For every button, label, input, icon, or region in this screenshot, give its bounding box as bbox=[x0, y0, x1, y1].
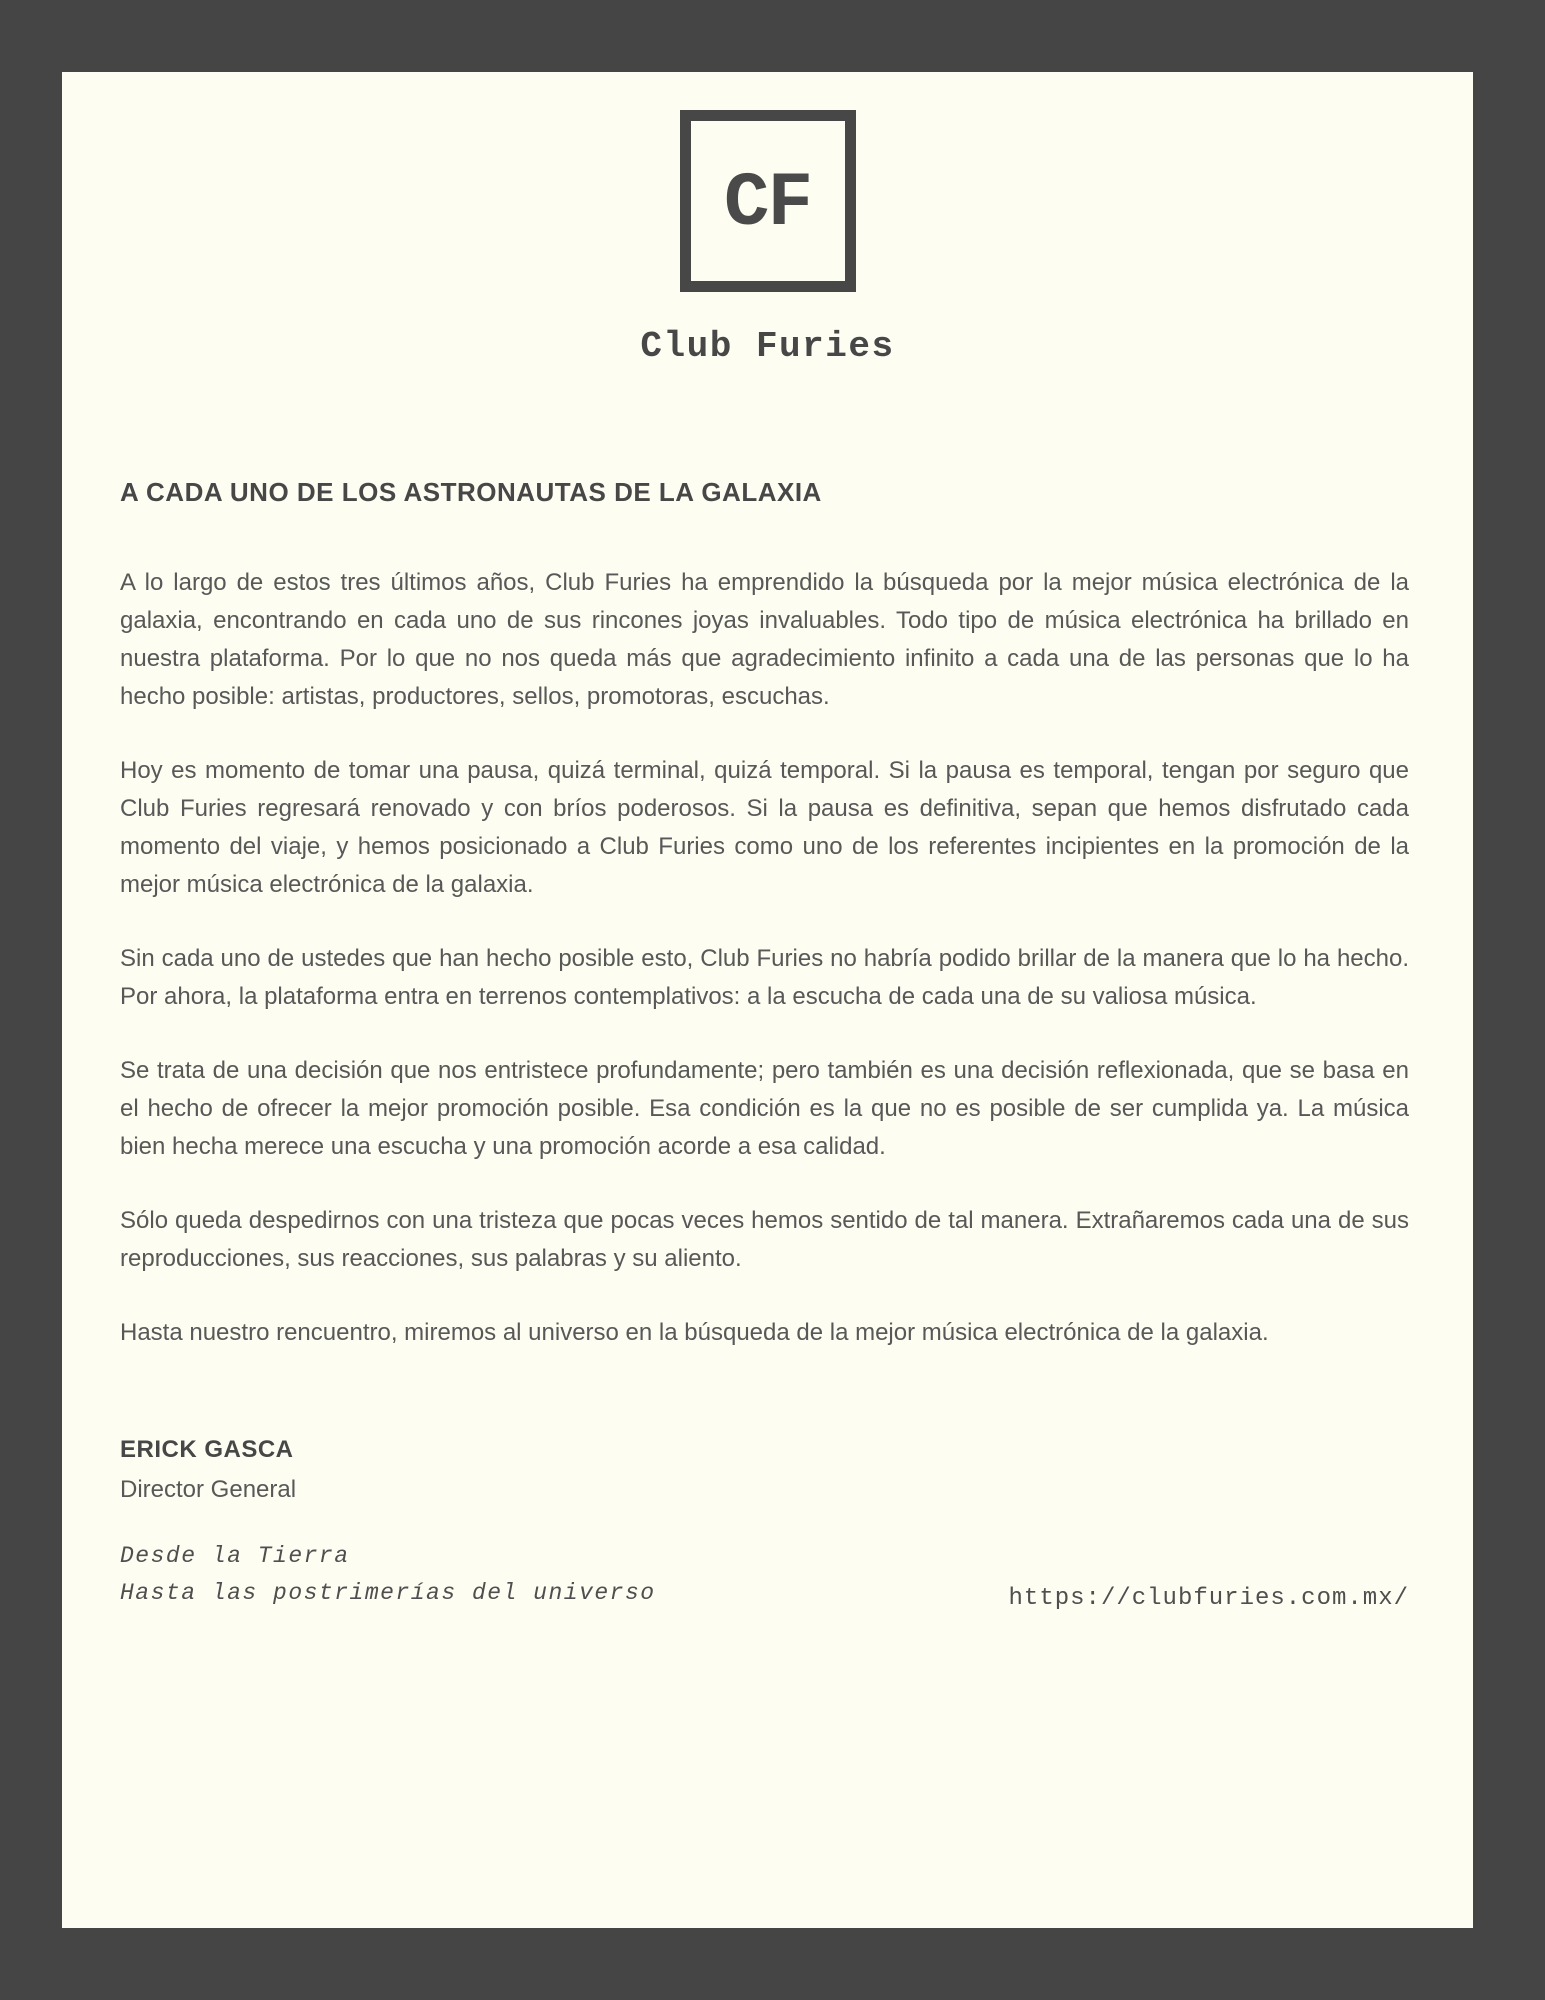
cf-logo-square bbox=[680, 110, 856, 292]
letter-paragraph-2: Hoy es momento de tomar una pausa, quizá terminal, quizá temporal. Si la pausa es temporal, tengan por seguro que Club Furies regresará renovado y con bríos poderosos. Si la pausa es definitiva, sepan que hemos disfrutado cada momento del viaje, y hemos posicionado a Club Furies como uno de los referentes incipientes en la promoción de la mejor música electrónica de la galaxia. bbox=[120, 757, 1409, 898]
tagline-line-2: Hasta las postrimerías del universo bbox=[120, 1580, 656, 1606]
letter-heading: A CADA UNO DE LOS ASTRONAUTAS DE LA GALAXIA bbox=[120, 477, 822, 507]
letter-paragraph-1: A lo largo de estos tres últimos años, Club Furies ha emprendido la búsqueda por la mejor música electrónica de la galaxia, encontrando en cada uno de sus rincones joyas invaluables. Todo tipo de música electrónica ha brillado en nuestra plataforma. Por lo que no nos queda más que agradecimiento infinito a cada una de las personas que lo ha hecho posible: artistas, productores, sellos, promotoras, escuchas. bbox=[120, 569, 1409, 710]
brand-title: Club Furies bbox=[640, 326, 895, 367]
letter-content bbox=[62, 477, 1473, 1612]
signature-name: ERICK GASCA bbox=[120, 1436, 294, 1463]
letter-body bbox=[120, 564, 1409, 1352]
footer-row bbox=[120, 1538, 1409, 1612]
website-link[interactable]: https://clubfuries.com.mx/ bbox=[1008, 1585, 1409, 1612]
cf-monogram: CF bbox=[723, 161, 812, 247]
letter-paragraph-6: Hasta nuestro rencuentro, miremos al universo en la búsqueda de la mejor música electrónica de la galaxia. bbox=[120, 1319, 1269, 1346]
letter-paper bbox=[62, 72, 1473, 1928]
letter-paragraph-5: Sólo queda despedirnos con una tristeza que pocas veces hemos sentido de tal manera. Extrañaremos cada una de sus reproducciones, sus reacciones, sus palabras y su aliento. bbox=[120, 1207, 1409, 1272]
tagline bbox=[120, 1538, 656, 1612]
tagline-line-1: Desde la Tierra bbox=[120, 1543, 350, 1569]
signature-title: Director General bbox=[120, 1476, 297, 1503]
letter-paragraph-4: Se trata de una decisión que nos entristece profundamente; pero también es una decisión reflexionada, que se basa en el hecho de ofrecer la mejor promoción posible. Esa condición es la que no es posible de ser cumplida ya. La música bien hecha merece una escucha y una promoción acorde a esa calidad. bbox=[120, 1057, 1409, 1160]
letter-paragraph-3: Sin cada uno de ustedes que han hecho posible esto, Club Furies no habría podido brillar de la manera que lo ha hecho. Por ahora, la plataforma entra en terrenos contemplativos: a la escucha de cada una de su valiosa música. bbox=[120, 945, 1409, 1010]
